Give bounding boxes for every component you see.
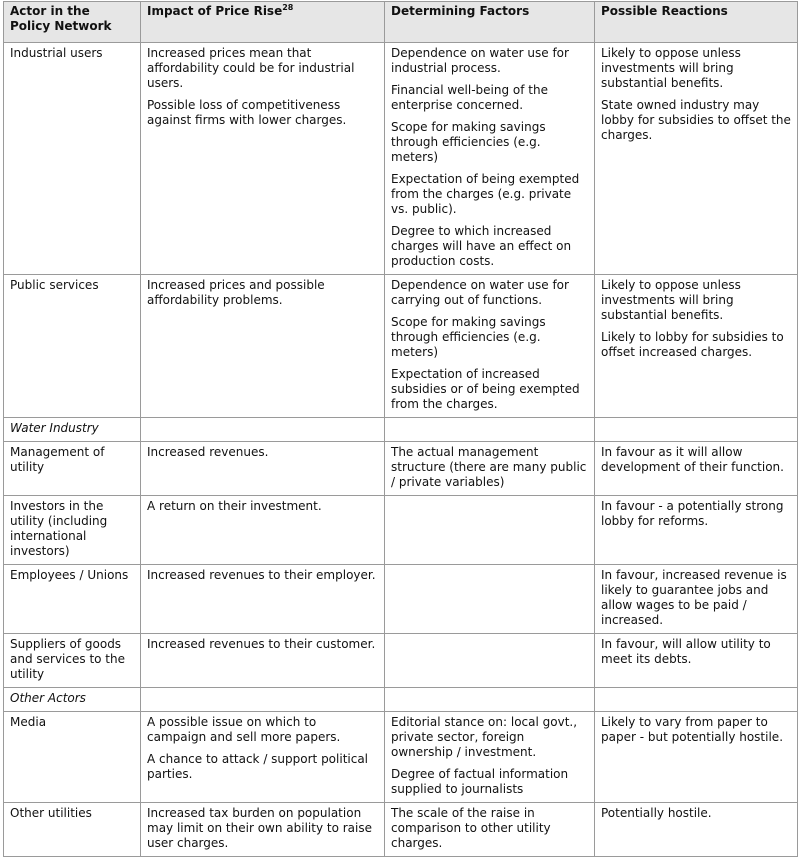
factors-cell: [385, 496, 595, 565]
table-row: [4, 442, 798, 496]
impact-cell: [141, 565, 385, 634]
factors-cell: [385, 565, 595, 634]
reactions-cell: [595, 43, 798, 275]
factor-text: Expectation of increased subsidies or of being exempted from the charges.: [391, 367, 580, 411]
table-row: [4, 43, 798, 275]
header-impact-label: Impact of Price Rise: [147, 4, 283, 18]
reaction-text: Likely to vary from paper to paper - but potentially hostile.: [601, 715, 784, 744]
impact-cell: [141, 712, 385, 803]
impact-text: A chance to attack / support political parties.: [147, 752, 369, 781]
impact-text: Increased revenues.: [147, 445, 269, 459]
reaction-text: Likely to oppose unless investments will bring substantial benefits.: [601, 278, 741, 322]
header-factors: Determining Factors: [385, 2, 595, 43]
table-row: [4, 803, 798, 857]
table-row: [4, 565, 798, 634]
actor-cell: Investors in the utility (including international investors): [4, 496, 141, 565]
empty-cell: [141, 688, 385, 712]
actor-cell: Suppliers of goods and services to the utility: [4, 634, 141, 688]
group-label-other-actors: Other Actors: [4, 688, 141, 712]
factor-text: Scope for making savings through efficiencies (e.g. meters): [391, 120, 546, 164]
reactions-cell: [595, 442, 798, 496]
factors-cell: [385, 43, 595, 275]
empty-cell: [385, 418, 595, 442]
reaction-text: Likely to oppose unless investments will bring substantial benefits.: [601, 46, 741, 90]
impact-cell: [141, 43, 385, 275]
actor-cell: Other utilities: [4, 803, 141, 857]
impact-text: Increased revenues to their customer.: [147, 637, 376, 651]
empty-cell: [595, 688, 798, 712]
header-reactions: Possible Reactions: [595, 2, 798, 43]
factor-text: Dependence on water use for carrying out of functions.: [391, 278, 569, 307]
actor-cell: Public services: [4, 275, 141, 418]
reaction-text: State owned industry may lobby for subsidies to offset the charges.: [601, 98, 791, 142]
impact-text: Increased tax burden on population may limit on their own ability to raise user charges.: [147, 806, 372, 850]
factor-text: Expectation of being exempted from the charges (e.g. private vs. public).: [391, 172, 580, 216]
impact-cell: [141, 275, 385, 418]
reactions-cell: [595, 496, 798, 565]
impact-cell: [141, 496, 385, 565]
actor-cell: Employees / Unions: [4, 565, 141, 634]
impact-text: A return on their investment.: [147, 499, 322, 513]
group-row: [4, 688, 798, 712]
factors-cell: [385, 712, 595, 803]
reaction-text: In favour - a potentially strong lobby for reforms.: [601, 499, 784, 528]
impact-text: Increased prices and possible affordability problems.: [147, 278, 325, 307]
factor-text: The actual management structure (there are many public / private variables): [391, 445, 587, 489]
reaction-text: In favour, will allow utility to meet its debts.: [601, 637, 771, 666]
factor-text: Scope for making savings through efficiencies (e.g. meters): [391, 315, 546, 359]
reaction-text: In favour as it will allow development of their function.: [601, 445, 784, 474]
impact-cell: [141, 803, 385, 857]
factor-text: The scale of the raise in comparison to other utility charges.: [391, 806, 551, 850]
factor-text: Degree to which increased charges will have an effect on production costs.: [391, 224, 572, 268]
group-row: [4, 418, 798, 442]
actor-cell: Media: [4, 712, 141, 803]
group-label-water-industry: Water Industry: [4, 418, 141, 442]
table-header-row: [4, 2, 798, 43]
factor-text: Dependence on water use for industrial process.: [391, 46, 569, 75]
reaction-text: In favour, increased revenue is likely to guarantee jobs and allow wages to be paid / increased.: [601, 568, 787, 627]
factors-cell: [385, 803, 595, 857]
factors-cell: [385, 442, 595, 496]
factor-text: Financial well-being of the enterprise concerned.: [391, 83, 549, 112]
factor-text: Degree of factual information supplied to journalists: [391, 767, 569, 796]
factors-cell: [385, 275, 595, 418]
reactions-cell: [595, 634, 798, 688]
impact-text: A possible issue on which to campaign and sell more papers.: [147, 715, 341, 744]
footnote-ref: 28: [282, 3, 294, 12]
actor-cell: Management of utility: [4, 442, 141, 496]
empty-cell: [595, 418, 798, 442]
empty-cell: [141, 418, 385, 442]
impact-text: Increased prices mean that affordability could be for industrial users.: [147, 46, 355, 90]
header-impact: [141, 2, 385, 43]
reaction-text: Potentially hostile.: [601, 806, 712, 820]
impact-cell: [141, 634, 385, 688]
reactions-cell: [595, 565, 798, 634]
table-row: [4, 496, 798, 565]
table-row: [4, 712, 798, 803]
impact-text: Possible loss of competitiveness against firms with lower charges.: [147, 98, 347, 127]
policy-network-table: [3, 1, 798, 857]
factors-cell: [385, 634, 595, 688]
reactions-cell: [595, 712, 798, 803]
reaction-text: Likely to lobby for subsidies to offset increased charges.: [601, 330, 784, 359]
reactions-cell: [595, 275, 798, 418]
table-row: [4, 275, 798, 418]
header-actor: Actor in the Policy Network: [4, 2, 141, 43]
empty-cell: [385, 688, 595, 712]
reactions-cell: [595, 803, 798, 857]
actor-cell: Industrial users: [4, 43, 141, 275]
table-row: [4, 634, 798, 688]
impact-cell: [141, 442, 385, 496]
factor-text: Editorial stance on: local govt., private sector, foreign ownership / investment.: [391, 715, 578, 759]
impact-text: Increased revenues to their employer.: [147, 568, 376, 582]
